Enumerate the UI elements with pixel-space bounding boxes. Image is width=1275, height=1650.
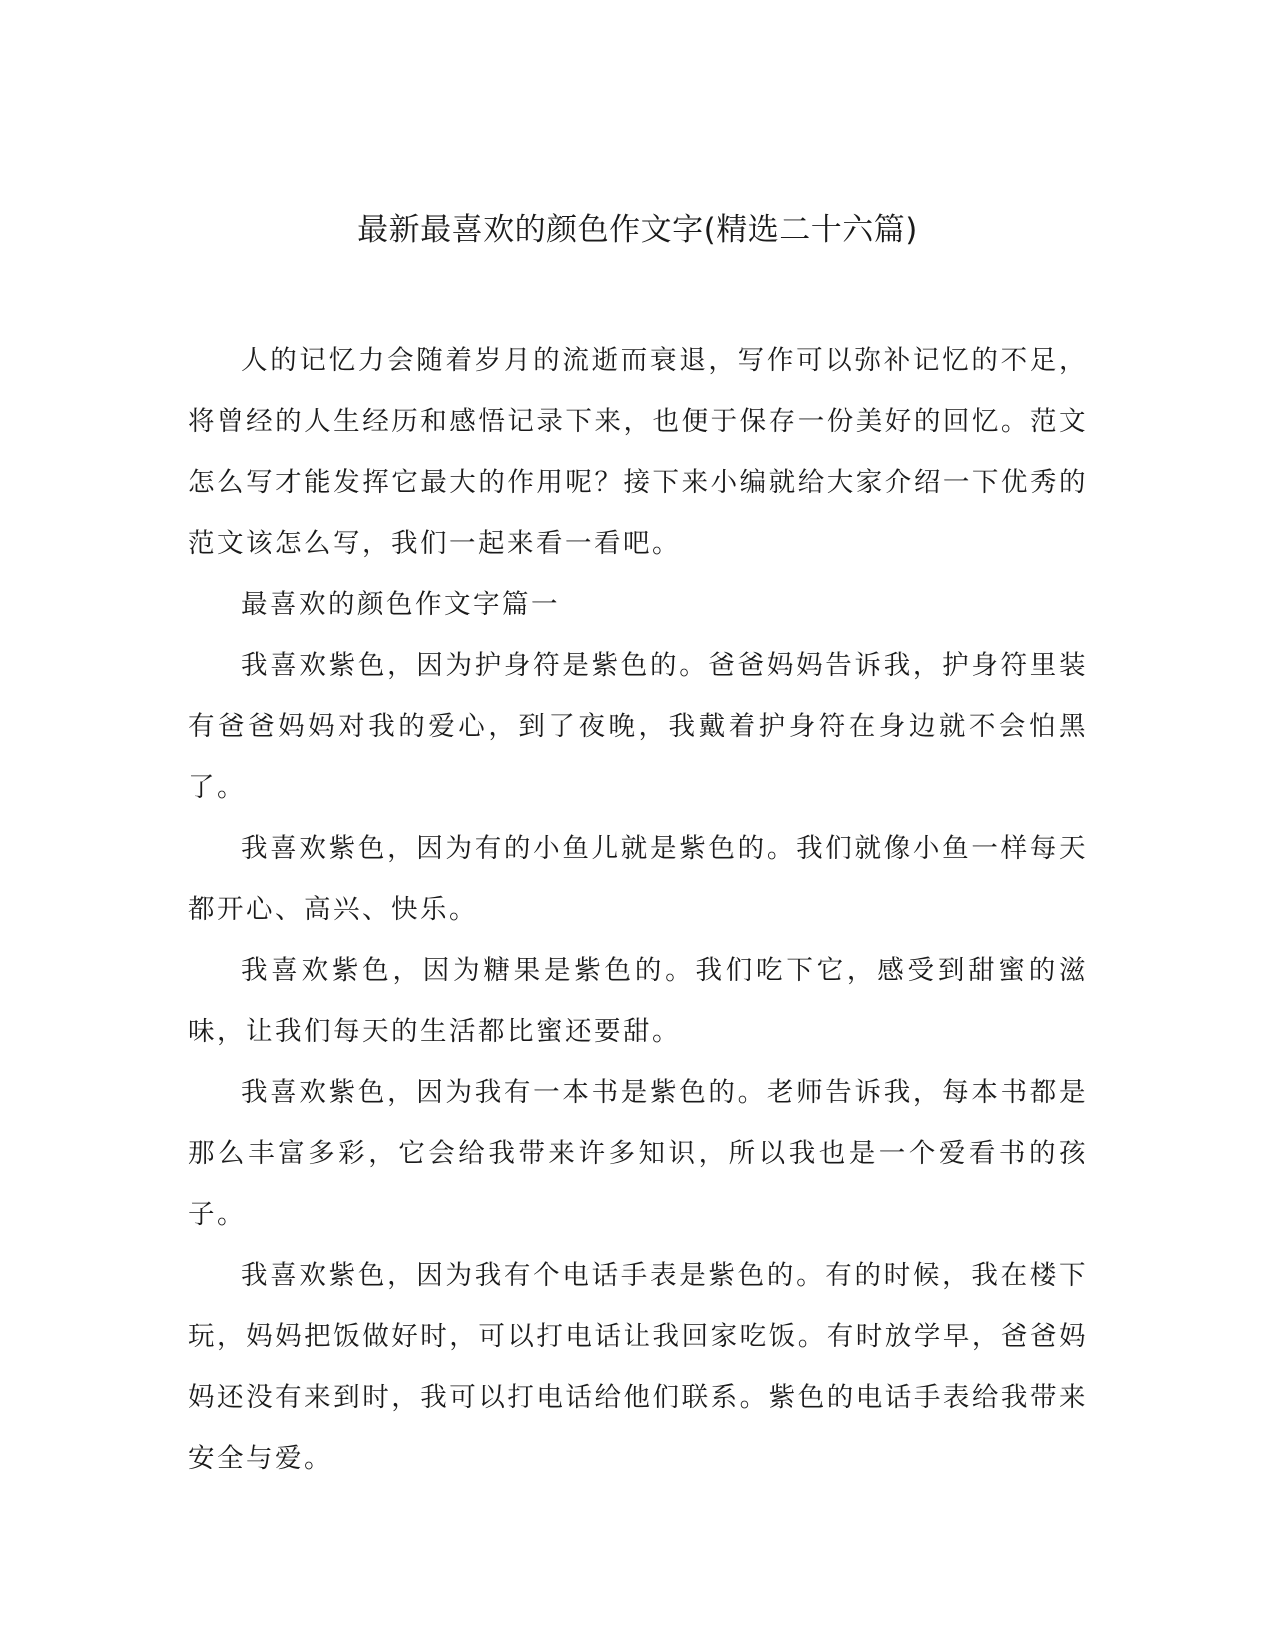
body-paragraph: 我喜欢紫色，因为糖果是紫色的。我们吃下它，感受到甜蜜的滋味，让我们每天的生活都比蜜还要甜。 <box>188 955 1088 1047</box>
body-paragraph: 我喜欢紫色，因为有的小鱼儿就是紫色的。我们就像小鱼一样每天都开心、高兴、快乐。 <box>188 833 1088 925</box>
section-heading: 最喜欢的颜色作文字篇一 <box>241 589 560 620</box>
intro-paragraph: 人的记忆力会随着岁月的流逝而衰退，写作可以弥补记忆的不足，将曾经的人生经历和感悟记录下来，也便于保存一份美好的回忆。范文怎么写才能发挥它最大的作用呢？接下来小编就给大家介绍一下优秀的范文该怎么写，我们一起来看一看吧。 <box>188 345 1088 559</box>
document-body <box>188 330 1088 1489</box>
body-paragraph: 我喜欢紫色，因为护身符是紫色的。爸爸妈妈告诉我，护身符里装有爸爸妈妈对我的爱心，到了夜晚，我戴着护身符在身边就不会怕黑了。 <box>188 650 1088 803</box>
body-paragraph: 我喜欢紫色，因为我有个电话手表是紫色的。有的时候，我在楼下玩，妈妈把饭做好时，可以打电话让我回家吃饭。有时放学早，爸爸妈妈还没有来到时，我可以打电话给他们联系。紫色的电话手表给我带来安全与爱。 <box>188 1260 1088 1474</box>
document-title: 最新最喜欢的颜色作文字(精选二十六篇) <box>357 212 918 248</box>
body-paragraph: 我喜欢紫色，因为我有一本书是紫色的。老师告诉我，每本书都是那么丰富多彩，它会给我带来许多知识，所以我也是一个爱看书的孩子。 <box>188 1077 1088 1230</box>
